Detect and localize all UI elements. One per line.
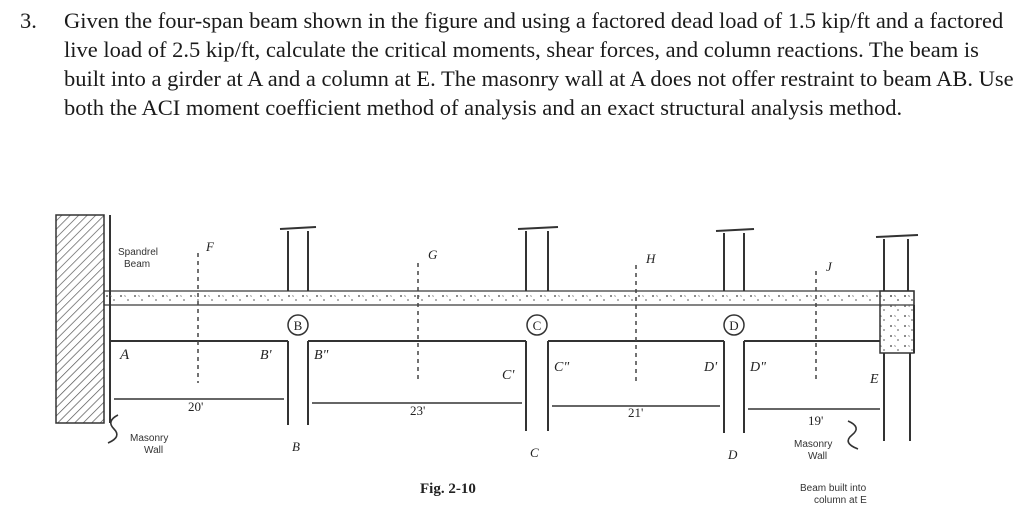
figure-caption: Fig. 2-10 [420,481,476,497]
spandrel-label-2: Beam [124,259,151,270]
circle-label-b: B [293,318,303,333]
label-j: J [826,259,832,274]
support-circles [288,315,744,335]
circle-label-d: D [729,318,739,333]
masonry-left-1: Masonry [130,433,169,444]
label-d-bottom: D [728,447,738,462]
problem-text: Given the four-span beam shown in the figure and using a factored dead load of 1.5 kip/ft and a factored live load of 2.5 kip/ft, calculate the critical moments, shear forces, and column reactions. The beam is built into a girder at A and a column at E. The masonry wall at A does not offer restraint to beam AB. Use both the ACI moment coefficient method of analysis and an exact structural analysis method. [64,8,1014,120]
masonry-right-2: Wall [808,451,828,462]
beam-diagram [48,203,948,525]
label-d-prime: D' [704,360,718,375]
span-ab: 20' [188,399,204,414]
label-d-double-prime: D" [750,360,766,375]
masonry-wall-left-drawing [56,215,110,423]
upper-columns [280,227,918,291]
column-e-drawing [880,291,914,441]
masonry-wall-right-leader [848,421,858,449]
label-g: G [428,247,438,262]
label-e: E [870,372,879,387]
label-b-prime: B' [260,348,272,363]
label-a: A [120,347,130,363]
label-b-double-prime: B" [314,348,329,363]
masonry-left-2: Wall [144,445,164,456]
slab-drawing [104,291,914,305]
beam-figure [48,203,948,525]
label-c-bottom: C [530,445,539,460]
label-c-double-prime: C" [554,360,570,375]
span-cd: 21' [628,405,644,420]
span-de: 19' [808,413,824,428]
label-c-prime: C' [502,368,515,383]
label-h: H [646,251,656,266]
spandrel-label-1: Spandrel [118,247,159,258]
beam-note-1: Beam built into [800,483,867,494]
span-bc: 23' [410,403,426,418]
dimension-lines [114,399,880,409]
masonry-right-1: Masonry [794,439,833,450]
label-b-bottom: B [292,439,300,454]
beam-outline [110,305,914,353]
beam-note-2: column at E [814,495,867,506]
lower-columns [288,341,744,433]
circle-label-c: C [532,318,542,333]
label-f: F [206,239,214,254]
problem-number: 3. [20,8,37,33]
